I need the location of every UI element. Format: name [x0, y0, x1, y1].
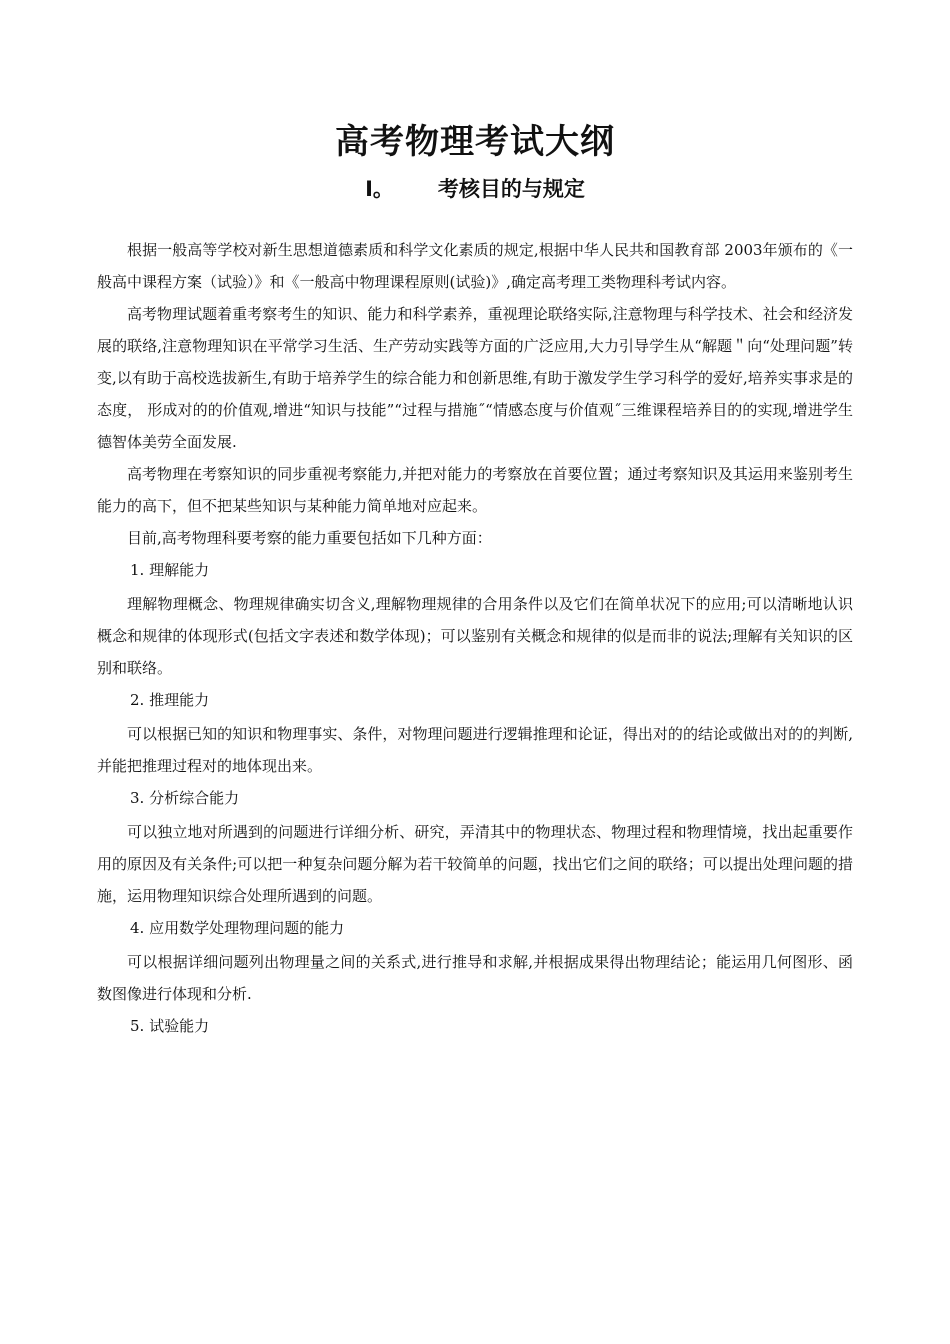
- ability-text-4: 可以根据详细问题列出物理量之间的关系式,进行推导和求解,并根据成果得出物理结论；能运用几何图形、函数图像进行体现和分析.: [97, 953, 853, 1003]
- intro-paragraph-1: 根据一般高等学校对新生思想道德素质和科学文化素质的规定,根据中华人民共和国教育部 2003年颁布的《一般高中课程方案（试验）》和《一般高中物理课程原则(试验)》,确定高考理工类物理科考试内容。: [97, 241, 853, 291]
- document-body: [97, 234, 853, 1042]
- ability-heading-5: 5. 试验能力: [130, 1017, 210, 1035]
- intro-paragraph-2: 高考物理试题着重考察考生的知识、能力和科学素养，重视理论联络实际,注意物理与科学技术、社会和经济发展的联络,注意物理知识在平常学习生活、生产劳动实践等方面的广泛应用,大力引导学生从“解题＂向“处理问题”转变,以有助于高校选拔新生,有助于培养学生的综合能力和创新思维,有助于激发学生学习科学的爱好,培养实事求是的态度， 形成对的的价值观,增进“知识与技能”“过程与措施˝“情感态度与价值观˝三维课程培养目的的实现,增进学生德智体美劳全面发展.: [97, 305, 853, 451]
- ability-text-3: 可以独立地对所遇到的问题进行详细分析、研究，弄清其中的物理状态、物理过程和物理情境，找出起重要作用的原因及有关条件;可以把一种复杂问题分解为若干较简单的问题，找出它们之间的联络；可以提出处理问题的措施，运用物理知识综合处理所遇到的问题。: [97, 823, 853, 905]
- intro-paragraph-4: 目前,高考物理科要考察的能力重要包括如下几种方面：: [127, 529, 492, 547]
- ability-heading-1: 1. 理解能力: [130, 561, 210, 579]
- ability-text-2: 可以根据已知的知识和物理事实、条件，对物理问题进行逻辑推理和论证，得出对的的结论或做出对的的判断,并能把推理过程对的地体现出来。: [97, 725, 853, 775]
- section-number: Ⅰ。: [365, 177, 394, 201]
- ability-heading-3: 3. 分析综合能力: [130, 789, 240, 807]
- ability-heading-2: 2. 推理能力: [130, 691, 210, 709]
- section-heading: [0, 172, 950, 206]
- ability-heading-4: 4. 应用数学处理物理问题的能力: [130, 919, 345, 937]
- ability-text-1: 理解物理概念、物理规律确实切含义,理解物理规律的合用条件以及它们在简单状况下的应用;可以清晰地认识概念和规律的体现形式(包括文字表述和数学体现)；可以鉴别有关概念和规律的似是而非的说法;理解有关知识的区别和联络。: [97, 595, 853, 677]
- document-title: 高考物理考试大纲: [335, 122, 615, 162]
- section-title: 考核目的与规定: [437, 177, 585, 201]
- intro-paragraph-3: 高考物理在考察知识的同步重视考察能力,并把对能力的考察放在首要位置；通过考察知识及其运用来鉴别考生能力的高下，但不把某些知识与某种能力简单地对应起来。: [97, 465, 853, 515]
